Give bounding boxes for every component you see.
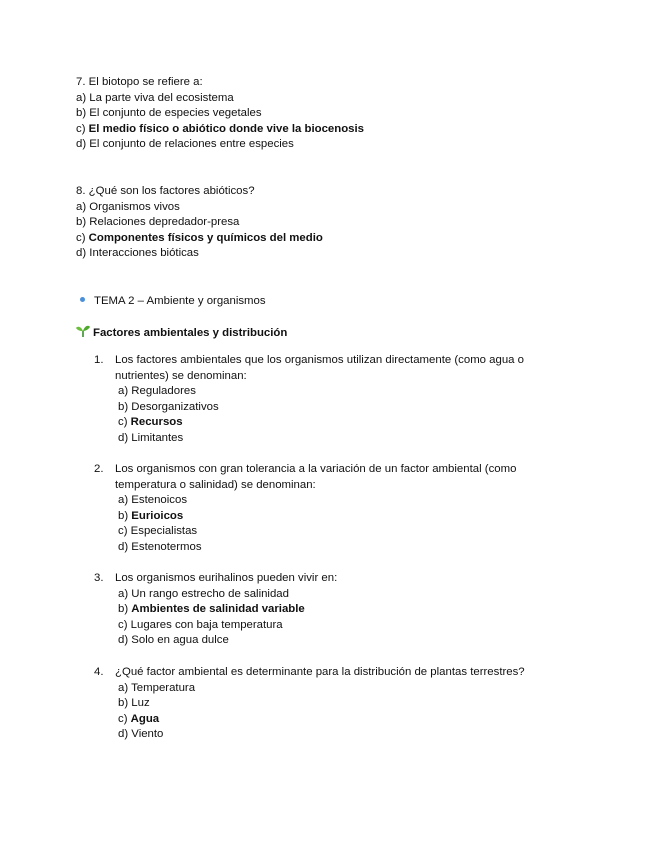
item-number: 3. — [94, 572, 104, 584]
option-a: a) Reguladores — [118, 385, 196, 398]
option-b: b) Desorganizativos — [118, 400, 219, 413]
option-d: d) Estenotermos — [118, 540, 202, 553]
tema-heading — [80, 294, 266, 310]
list-item-1 — [94, 353, 564, 447]
option-d: d) Viento — [118, 728, 164, 741]
tema-label: TEMA 2 – Ambiente y organismos — [94, 295, 266, 307]
option-c-correct: c) Agua — [118, 712, 160, 725]
item-options — [118, 587, 564, 649]
option-d: d) Solo en agua dulce — [118, 634, 229, 647]
option-a: a) Organismos vivos — [76, 200, 180, 213]
item-question: ¿Qué factor ambiental es determinante para la distribución de plantas terrestres? — [115, 666, 525, 678]
section-heading — [76, 325, 287, 342]
list-item-2 — [94, 462, 564, 556]
option-d: d) Interacciones bióticas — [76, 247, 199, 260]
section-title: Factores ambientales y distribución — [93, 327, 288, 339]
option-b-correct: b) Eurioicos — [118, 509, 184, 522]
option-b: b) Relaciones depredador-presa — [76, 216, 240, 229]
option-c-correct: c) Recursos — [118, 416, 183, 429]
option-b: b) El conjunto de especies vegetales — [76, 107, 262, 120]
option-a: a) Estenoicos — [118, 494, 188, 507]
question-7 — [76, 75, 364, 153]
item-question: Los organismos eurihalinos pueden vivir en: — [115, 572, 338, 584]
item-question: Los organismos con gran tolerancia a la variación de un factor ambiental (como temperatura o salinidad) se denominan: — [115, 463, 517, 491]
item-options — [118, 681, 564, 743]
item-number: 2. — [94, 463, 104, 475]
option-c-correct: c) Componentes físicos y químicos del medio — [76, 231, 323, 244]
question-8-text: 8. ¿Qué son los factores abióticos? — [76, 185, 255, 197]
item-options — [118, 493, 564, 555]
option-d: d) El conjunto de relaciones entre especies — [76, 138, 294, 151]
bullet-icon — [80, 297, 85, 302]
question-8 — [76, 184, 323, 262]
option-b: b) Luz — [118, 697, 150, 710]
option-b-correct: b) Ambientes de salinidad variable — [118, 603, 305, 616]
option-a: a) La parte viva del ecosistema — [76, 91, 234, 104]
sprout-icon — [76, 325, 90, 337]
option-c: c) Lugares con baja temperatura — [118, 618, 283, 631]
item-number: 1. — [94, 354, 104, 366]
item-options — [118, 384, 564, 446]
list-item-4 — [94, 665, 564, 743]
option-c: c) Especialistas — [118, 525, 198, 538]
question-7-text: 7. El biotopo se refiere a: — [76, 76, 203, 88]
option-a: a) Un rango estrecho de salinidad — [118, 587, 289, 600]
list-item-3 — [94, 571, 564, 649]
item-number: 4. — [94, 666, 104, 678]
item-question: Los factores ambientales que los organismos utilizan directamente (como agua o nutrientes) se denominan: — [115, 354, 525, 382]
option-c-correct: c) El medio físico o abiótico donde vive la biocenosis — [76, 122, 364, 135]
option-d: d) Limitantes — [118, 431, 184, 444]
option-a: a) Temperatura — [118, 681, 196, 694]
